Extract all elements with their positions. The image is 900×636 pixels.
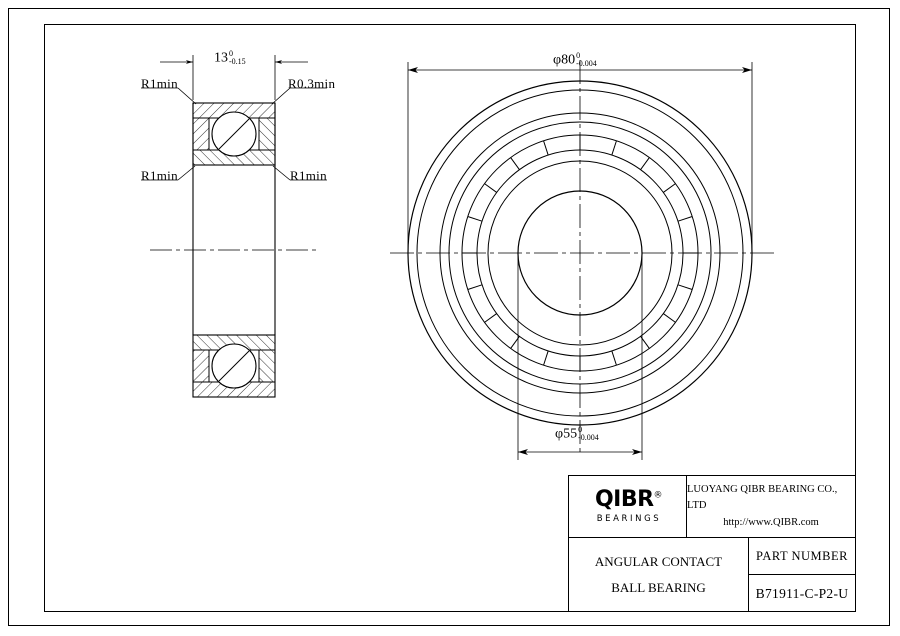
dimension-od-symbol: φ <box>553 52 562 68</box>
part-number-label: PART NUMBER <box>749 538 855 575</box>
title-block <box>568 475 856 612</box>
logo-registered-mark: ® <box>653 490 663 501</box>
label-r1min-mid-right: R1min <box>290 168 327 183</box>
title-block-header <box>569 476 855 538</box>
dimension-bore-tolerance <box>578 426 599 443</box>
logo-brand: QIBR <box>594 487 654 512</box>
dimension-bore-nominal: 55 <box>563 426 578 442</box>
company-name: LUOYANG QIBR BEARING CO., LTD <box>687 484 838 512</box>
label-r1min-mid-left: R1min <box>141 168 178 183</box>
dimension-width-lower: -0.15 <box>229 57 246 67</box>
dimension-od-upper: 0 <box>576 51 581 60</box>
dimension-width-upper: 0 <box>229 49 233 58</box>
dimension-bore-lower: -0.004 <box>578 433 599 443</box>
product-line-1: ANGULAR CONTACT <box>594 554 723 569</box>
label-r1min-top-left: R1min <box>141 76 178 91</box>
dimension-od-nominal: 80 <box>561 52 576 68</box>
part-number-value: B71911-C-P2-U <box>755 585 849 601</box>
dimension-width-nominal: 13 <box>214 50 228 66</box>
logo-tagline: BEARINGS <box>596 514 662 524</box>
company-info <box>687 476 855 537</box>
company-website: http://www.QIBR.com <box>723 516 819 528</box>
company-logo <box>569 476 687 537</box>
dimension-od-lower: -0.004 <box>576 59 597 69</box>
dimension-od-tolerance <box>576 52 597 69</box>
logo-brand-text <box>595 489 662 511</box>
dimension-outer-diameter <box>553 52 597 69</box>
label-r03min-top-right: R0.3min <box>288 76 336 91</box>
dimension-bore-diameter <box>555 426 599 443</box>
dimension-bore-symbol: φ <box>555 426 564 442</box>
dimension-width-tolerance <box>229 50 246 67</box>
title-block-body <box>569 538 855 612</box>
dimension-bore-upper: 0 <box>578 425 583 434</box>
part-number-cell <box>749 538 855 612</box>
product-description <box>569 538 749 612</box>
dimension-width <box>214 50 246 67</box>
product-line-2: BALL BEARING <box>611 580 706 595</box>
